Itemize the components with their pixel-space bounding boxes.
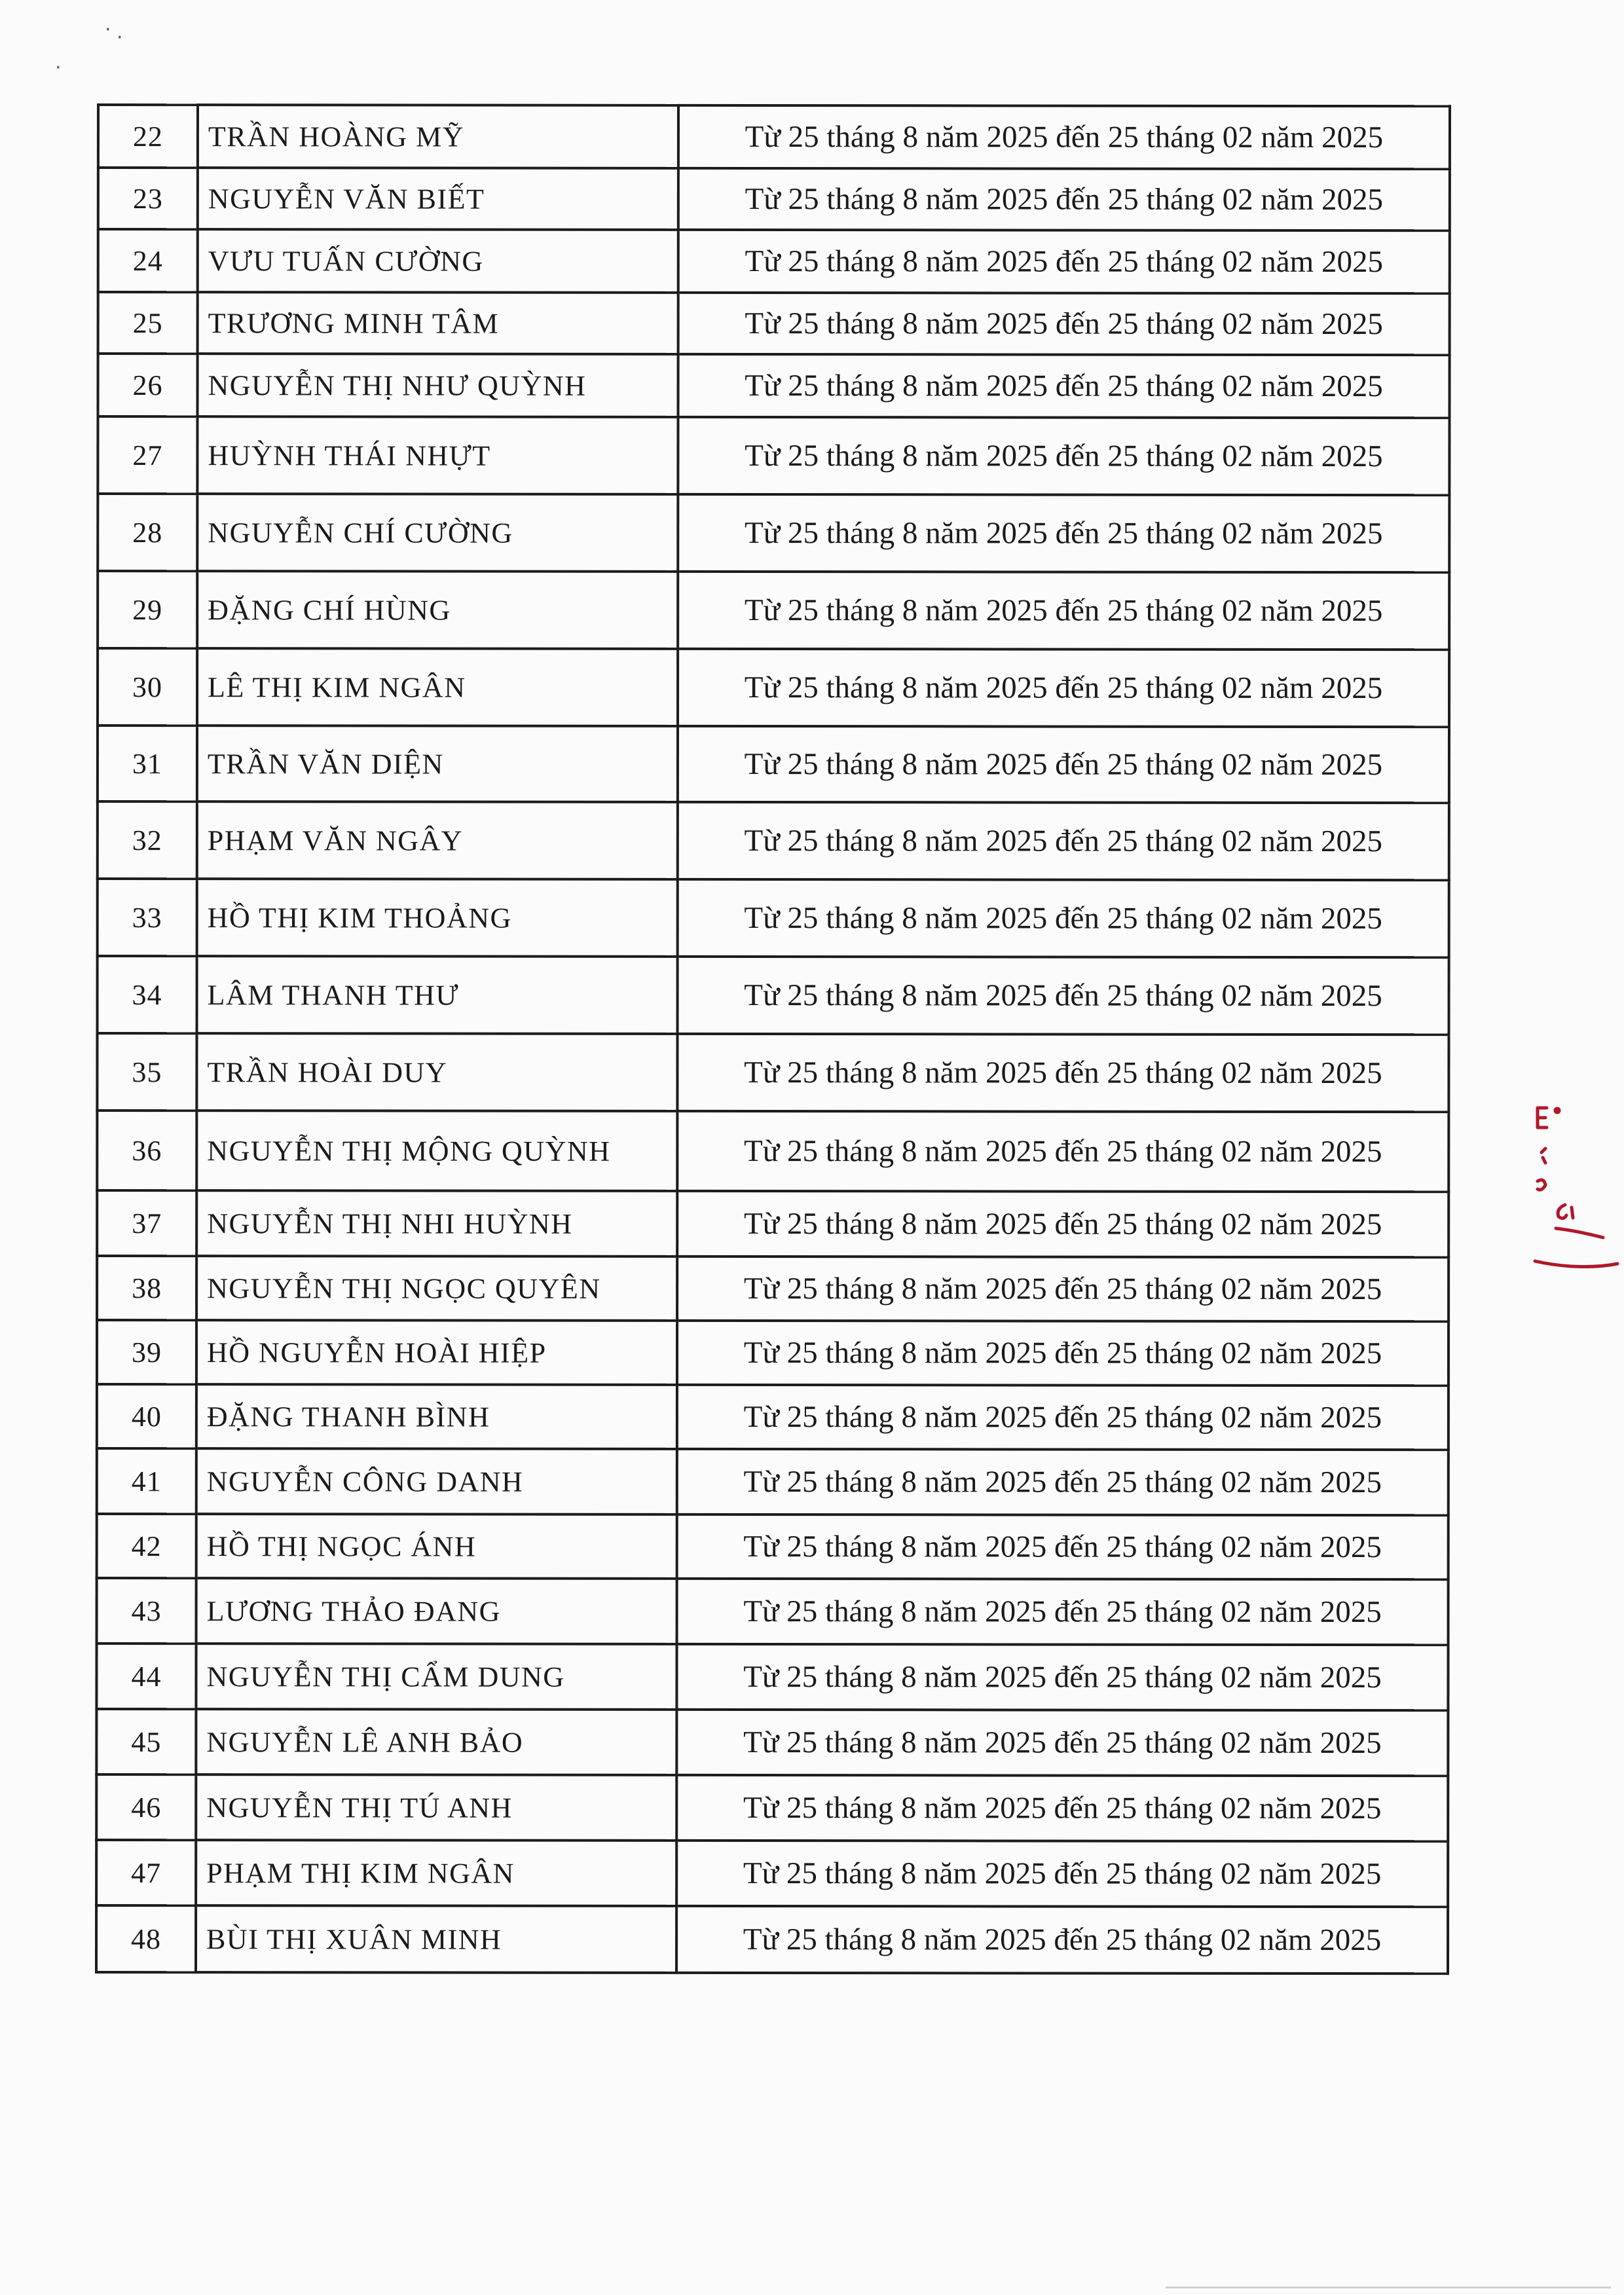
row-number: 24	[98, 229, 198, 292]
person-name: PHẠM THỊ KIM NGÂN	[196, 1840, 676, 1906]
scan-edge-line	[1166, 2286, 1611, 2288]
person-name: ĐẶNG THANH BÌNH	[196, 1384, 677, 1449]
row-number: 29	[98, 571, 197, 648]
person-name: NGUYỄN THỊ NGỌC QUYÊN	[196, 1256, 677, 1321]
person-name: NGUYỄN THỊ TÚ ANH	[196, 1774, 676, 1841]
table-row	[96, 1774, 1448, 1841]
period-text: Từ 25 tháng 8 năm 2025 đến 25 tháng 02 năm 2025	[678, 417, 1449, 495]
table-row	[98, 494, 1449, 572]
period-text: Từ 25 tháng 8 năm 2025 đến 25 tháng 02 năm 2025	[678, 726, 1449, 803]
table-row	[97, 1190, 1449, 1257]
row-number: 25	[98, 292, 198, 354]
row-number: 26	[98, 354, 197, 416]
row-number: 23	[98, 168, 198, 229]
table-row	[96, 1643, 1448, 1710]
person-name: TRẦN HOÀI DUY	[196, 1033, 677, 1111]
table-row	[97, 1320, 1449, 1386]
table-row	[96, 1905, 1448, 1974]
table-row	[98, 648, 1449, 727]
person-name: HỒ NGUYỄN HOÀI HIỆP	[196, 1320, 677, 1385]
person-name: LÂM THANH THƯ	[197, 956, 678, 1034]
table-row	[97, 1256, 1449, 1321]
row-number: 44	[96, 1643, 196, 1709]
person-name: PHẠM VĂN NGÂY	[197, 801, 678, 879]
period-text: Từ 25 tháng 8 năm 2025 đến 25 tháng 02 năm 2025	[678, 494, 1449, 572]
row-number: 38	[97, 1256, 196, 1320]
person-name: LƯƠNG THẢO ĐANG	[196, 1578, 677, 1644]
person-name: NGUYỄN LÊ ANH BẢO	[196, 1709, 676, 1775]
scan-speck: ·	[55, 56, 62, 79]
row-number: 42	[97, 1514, 196, 1578]
table-row	[98, 168, 1450, 230]
row-number: 31	[98, 725, 197, 801]
row-number: 37	[97, 1190, 196, 1256]
period-text: Từ 25 tháng 8 năm 2025 đến 25 tháng 02 năm 2025	[678, 649, 1449, 727]
table-row	[96, 1709, 1448, 1776]
table-row	[98, 801, 1449, 880]
period-text: Từ 25 tháng 8 năm 2025 đến 25 tháng 02 năm 2025	[676, 1841, 1448, 1907]
period-text: Từ 25 tháng 8 năm 2025 đến 25 tháng 02 năm 2025	[676, 1710, 1448, 1776]
person-name: NGUYỄN THỊ NHI HUỲNH	[196, 1190, 677, 1257]
row-number: 46	[96, 1774, 196, 1840]
person-name: TRẦN HOÀNG MỸ	[198, 105, 678, 168]
row-number: 35	[97, 1033, 196, 1111]
person-name: ĐẶNG CHÍ HÙNG	[197, 571, 678, 649]
table-row	[98, 416, 1449, 495]
person-name: NGUYỄN VĂN BIẾT	[198, 168, 678, 230]
table-row	[97, 1111, 1449, 1192]
person-name: HỒ THỊ NGỌC ÁNH	[196, 1514, 677, 1579]
person-name: LÊ THỊ KIM NGÂN	[197, 648, 678, 726]
row-number: 32	[98, 801, 197, 879]
table-row	[98, 292, 1450, 355]
period-text: Từ 25 tháng 8 năm 2025 đến 25 tháng 02 năm 2025	[678, 230, 1450, 293]
period-text: Từ 25 tháng 8 năm 2025 đến 25 tháng 02 năm 2025	[677, 1111, 1449, 1192]
scan-speck: ·	[105, 18, 111, 41]
person-name: NGUYỄN CHÍ CƯỜNG	[197, 494, 678, 572]
row-number: 34	[98, 956, 197, 1033]
period-text: Từ 25 tháng 8 năm 2025 đến 25 tháng 02 năm 2025	[678, 354, 1449, 418]
table-row	[98, 725, 1449, 803]
row-number: 48	[96, 1905, 196, 1972]
table-row	[97, 1578, 1449, 1645]
period-text: Từ 25 tháng 8 năm 2025 đến 25 tháng 02 năm 2025	[677, 1515, 1449, 1579]
table-row	[97, 1033, 1449, 1112]
row-number: 27	[98, 416, 197, 494]
table-row	[97, 1514, 1449, 1579]
row-number: 40	[97, 1384, 196, 1448]
period-text: Từ 25 tháng 8 năm 2025 đến 25 tháng 02 năm 2025	[677, 1449, 1449, 1515]
period-text: Từ 25 tháng 8 năm 2025 đến 25 tháng 02 năm 2025	[676, 1644, 1448, 1710]
period-text: Từ 25 tháng 8 năm 2025 đến 25 tháng 02 năm 2025	[677, 1321, 1449, 1386]
row-number: 30	[98, 648, 197, 725]
person-name: NGUYỄN THỊ MỘNG QUỲNH	[196, 1111, 677, 1191]
table-row	[96, 1840, 1448, 1907]
table-row	[97, 1448, 1449, 1515]
person-name: NGUYỄN THỊ NHƯ QUỲNH	[197, 354, 678, 417]
roster-table	[95, 103, 1451, 1975]
row-number: 36	[97, 1111, 196, 1190]
period-text: Từ 25 tháng 8 năm 2025 đến 25 tháng 02 năm 2025	[677, 1385, 1449, 1450]
person-name: NGUYỄN CÔNG DANH	[196, 1448, 677, 1515]
table-row	[98, 879, 1449, 957]
row-number: 47	[96, 1840, 196, 1905]
person-name: VƯU TUẤN CƯỜNG	[198, 229, 678, 293]
row-number: 41	[97, 1448, 196, 1514]
period-text: Từ 25 tháng 8 năm 2025 đến 25 tháng 02 năm 2025	[676, 1775, 1448, 1841]
period-text: Từ 25 tháng 8 năm 2025 đến 25 tháng 02 năm 2025	[678, 168, 1450, 230]
period-text: Từ 25 tháng 8 năm 2025 đến 25 tháng 02 năm 2025	[678, 957, 1449, 1035]
period-text: Từ 25 tháng 8 năm 2025 đến 25 tháng 02 năm 2025	[677, 1257, 1449, 1321]
person-name: TRƯƠNG MINH TÂM	[198, 292, 678, 354]
person-name: NGUYỄN THỊ CẨM DUNG	[196, 1643, 676, 1710]
period-text: Từ 25 tháng 8 năm 2025 đến 25 tháng 02 năm 2025	[677, 1034, 1449, 1112]
table-row	[97, 1384, 1449, 1450]
period-text: Từ 25 tháng 8 năm 2025 đến 25 tháng 02 năm 2025	[677, 1579, 1449, 1645]
period-text: Từ 25 tháng 8 năm 2025 đến 25 tháng 02 năm 2025	[678, 802, 1449, 880]
row-number: 33	[98, 879, 197, 956]
row-number: 28	[98, 494, 197, 571]
scan-speck: ·	[117, 26, 123, 49]
period-text: Từ 25 tháng 8 năm 2025 đến 25 tháng 02 năm 2025	[678, 572, 1449, 650]
person-name: HỒ THỊ KIM THOẢNG	[197, 879, 678, 957]
table-row	[98, 229, 1450, 293]
period-text: Từ 25 tháng 8 năm 2025 đến 25 tháng 02 năm 2025	[678, 293, 1450, 355]
table-row	[98, 571, 1449, 650]
period-text: Từ 25 tháng 8 năm 2025 đến 25 tháng 02 năm 2025	[678, 105, 1450, 169]
person-name: HUỲNH THÁI NHỰT	[197, 416, 678, 494]
seal-fragment-icon	[1526, 1100, 1624, 1296]
row-number: 45	[96, 1709, 196, 1774]
roster-body	[96, 105, 1450, 1974]
table-row	[98, 956, 1449, 1035]
period-text: Từ 25 tháng 8 năm 2025 đến 25 tháng 02 năm 2025	[678, 879, 1449, 957]
person-name: TRẦN VĂN DIỆN	[197, 725, 678, 802]
period-text: Từ 25 tháng 8 năm 2025 đến 25 tháng 02 năm 2025	[677, 1191, 1449, 1257]
table-row	[98, 354, 1449, 418]
row-number: 43	[97, 1578, 196, 1643]
table-row	[98, 105, 1450, 169]
row-number: 39	[97, 1320, 196, 1384]
row-number: 22	[98, 105, 198, 168]
person-name: BÙI THỊ XUÂN MINH	[196, 1905, 676, 1973]
period-text: Từ 25 tháng 8 năm 2025 đến 25 tháng 02 năm 2025	[676, 1906, 1448, 1974]
